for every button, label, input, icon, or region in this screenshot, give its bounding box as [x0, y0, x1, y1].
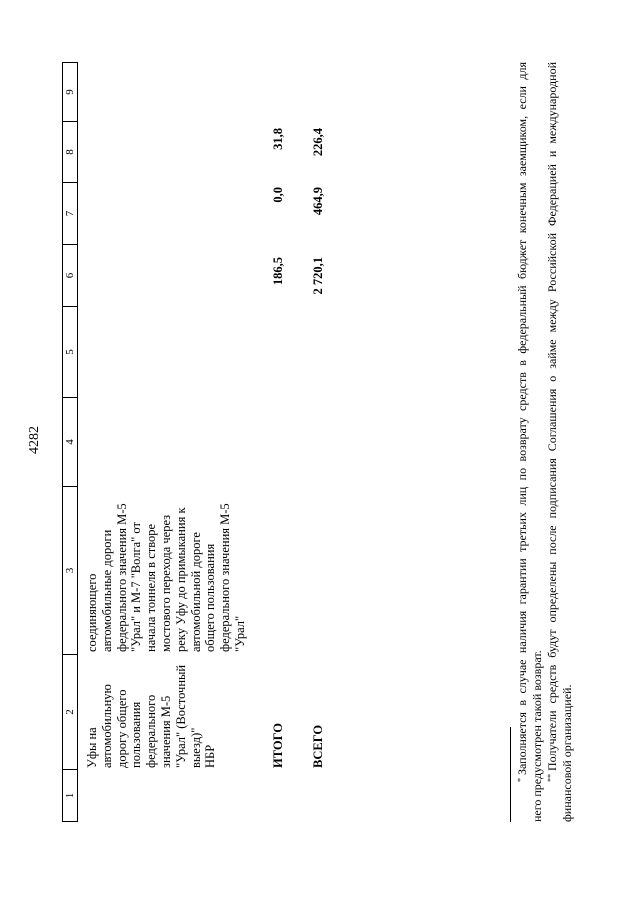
column-header-5: 5: [63, 307, 77, 398]
footnote-1-line-2: него предусмотрен такой возврат.: [530, 650, 544, 822]
object-description-cell: [85, 487, 248, 655]
text-line: НБР: [203, 744, 218, 768]
subtotal-col8-value: 31,8: [271, 128, 285, 150]
text-line: автомобильной дороге: [188, 532, 203, 652]
subtotal-col6-value: 186,5: [271, 257, 285, 286]
column-header-9: 9: [63, 62, 77, 122]
grand-total-col6-value: 2 720,1: [311, 257, 325, 295]
column-header-2: 2: [63, 655, 77, 770]
text-line: федерального значения М-5: [114, 503, 129, 652]
footnote-separator: [510, 727, 511, 822]
footnote-2-line-2: финансовой организацией.: [560, 684, 574, 822]
page-number: 4282: [27, 426, 42, 454]
grand-total-col8-value: 226,4: [311, 128, 325, 157]
text-line: начала тоннеля в створе: [144, 523, 159, 652]
text-line: общего пользования: [203, 543, 218, 652]
text-line: "Урал" (Восточный: [173, 664, 188, 768]
subtotal-label: ИТОГО: [271, 723, 285, 768]
column-header-8: 8: [63, 122, 77, 183]
footnote-1-marker: *: [516, 778, 525, 782]
text-line: автомобильные дороги: [99, 529, 114, 652]
object-name-cell: [85, 655, 248, 770]
text-line: федерального: [144, 694, 159, 768]
footnote-2-text: Получатели средств будут определены после подписания Соглашения о займе между Российской Федерацией и международной: [545, 62, 559, 771]
subtotal-row: [271, 62, 286, 822]
footnote-2-line-1: [545, 62, 560, 822]
text-line: мостового перехода через: [158, 514, 173, 652]
column-header-6: 6: [63, 245, 77, 307]
text-line: реку Уфу до примыкания к: [173, 507, 188, 652]
text-line: значения М-5: [158, 695, 173, 768]
column-header-7: 7: [63, 183, 77, 245]
column-header-4: 4: [63, 398, 77, 487]
footnotes: [515, 62, 575, 822]
text-line: выезд)": [188, 727, 203, 768]
text-line: автомобильную: [99, 684, 114, 768]
footnote-2-marker: **: [546, 774, 555, 782]
column-header-3: 3: [63, 487, 77, 655]
text-line: дорогу общего: [114, 689, 129, 768]
text-line: федерального значения М-5: [218, 503, 233, 652]
table-header-row: [62, 62, 78, 822]
grand-total-row: [311, 62, 326, 822]
footnote-1-text: Заполняется в случае наличия гарантии третьих лиц по возврату средств в федеральный бюджет конечным заемщиком, если для: [515, 62, 529, 775]
text-line: "Урал": [232, 615, 247, 652]
table-row: [85, 62, 248, 822]
column-header-1: 1: [63, 770, 77, 822]
text-line: пользования: [129, 701, 144, 768]
grand-total-col7-value: 464,9: [311, 187, 325, 216]
subtotal-col7-value: 0,0: [271, 187, 285, 203]
text-line: соединяющего: [85, 573, 99, 652]
grand-total-label: ВСЕГО: [311, 724, 325, 768]
text-line: "Урал" и М-7 "Волга" от: [129, 522, 144, 652]
footnote-1-line-1: [515, 62, 530, 822]
text-line: Уфы на: [85, 727, 99, 768]
